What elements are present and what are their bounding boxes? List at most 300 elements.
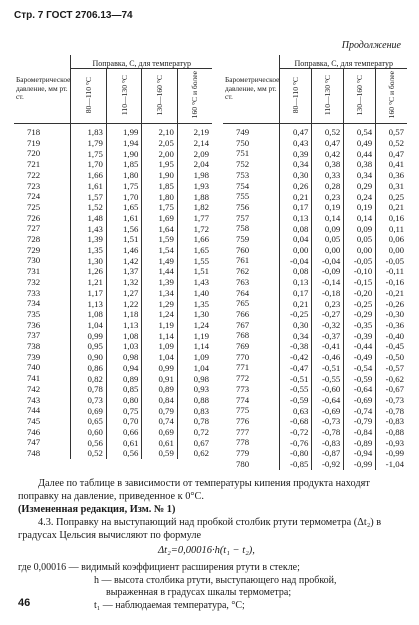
- correction-cell: 1,82: [177, 202, 212, 213]
- correction-cell: 0,21: [280, 298, 312, 309]
- correction-cell: 0,16: [376, 213, 407, 224]
- table-row: [223, 277, 407, 288]
- table-row: [14, 320, 212, 331]
- correction-cell: 1,75: [106, 181, 141, 192]
- table-row: [14, 277, 212, 288]
- table-row: [223, 427, 407, 438]
- table-row: [14, 373, 212, 384]
- pressure-cell: 761: [236, 255, 250, 266]
- table-row: [14, 148, 212, 159]
- correction-cell: -0,59: [280, 395, 312, 406]
- table-row: [14, 362, 212, 373]
- correction-cell: -0,29: [344, 309, 376, 320]
- correction-cell: -0,87: [312, 448, 344, 459]
- correction-cell: 0,89: [106, 373, 141, 384]
- correction-cell: -0,99: [376, 448, 407, 459]
- correction-cell: -0,15: [344, 277, 376, 288]
- correction-cell: 0,41: [376, 159, 407, 170]
- table-row: [223, 124, 407, 138]
- table-row: [223, 395, 407, 406]
- correction-cell: -0,51: [280, 373, 312, 384]
- correction-cell: 1,13: [71, 298, 106, 309]
- correction-cell: -0,93: [376, 437, 407, 448]
- pressure-cell: 737: [27, 330, 41, 341]
- correction-cell: 0,23: [312, 298, 344, 309]
- correction-cell: 0,13: [280, 213, 312, 224]
- correction-cell: -0,94: [344, 448, 376, 459]
- correction-cell: 0,34: [280, 330, 312, 341]
- table-row: [223, 330, 407, 341]
- pressure-cell: 772: [236, 373, 250, 384]
- pressure-cell: 731: [27, 266, 41, 277]
- correction-cell: 1,43: [177, 277, 212, 288]
- pressure-cell: 771: [236, 362, 250, 373]
- pressure-cell: 769: [236, 341, 250, 352]
- correction-cell: -0,76: [280, 437, 312, 448]
- correction-cell: 1,30: [71, 255, 106, 266]
- table-row: [14, 352, 212, 363]
- table-row: [14, 255, 212, 266]
- correction-cell: 1,52: [71, 202, 106, 213]
- pressure-cell: 724: [27, 191, 41, 202]
- table-row: [14, 416, 212, 427]
- correction-cell: 0,99: [71, 330, 106, 341]
- temp-header-130-160: 130—160 °С: [142, 69, 177, 124]
- correction-cell: 2,19: [177, 124, 212, 138]
- correction-cell: 0,14: [344, 213, 376, 224]
- definition-coefficient: где 0,00016 — видимый коэффициент расширения ртути в стекле;: [18, 562, 300, 573]
- correction-cell: -0,78: [376, 405, 407, 416]
- correction-cell: 0,61: [106, 437, 141, 448]
- temp-header-130-160: 130—160 °С: [344, 69, 376, 124]
- correction-cell: 0,54: [344, 124, 376, 138]
- correction-cell: -0,42: [280, 352, 312, 363]
- table-row: [14, 288, 212, 299]
- correction-cell: 0,95: [71, 341, 106, 352]
- correction-cell: 1,24: [177, 320, 212, 331]
- table-row: [14, 437, 212, 448]
- correction-cell: 0,67: [177, 437, 212, 448]
- correction-cell: 0,84: [142, 395, 177, 406]
- correction-cell: 1,57: [71, 191, 106, 202]
- pressure-cell: 740: [27, 362, 41, 373]
- correction-cell: -0,83: [376, 416, 407, 427]
- correction-cell: 1,66: [71, 170, 106, 181]
- correction-cell: 0,88: [177, 395, 212, 406]
- correction-cell: 1,51: [106, 234, 141, 245]
- correction-cell: -0,11: [376, 266, 407, 277]
- correction-cell: 1,34: [142, 288, 177, 299]
- pressure-cell: 746: [27, 426, 41, 437]
- pressure-cell: 756: [236, 201, 250, 212]
- pressure-cell: 727: [27, 223, 41, 234]
- correction-cell: 0,24: [344, 191, 376, 202]
- pressure-cell: 720: [27, 148, 41, 159]
- correction-cell: -0,79: [344, 416, 376, 427]
- correction-cell: 1,18: [106, 309, 141, 320]
- correction-cell: 0,44: [344, 148, 376, 159]
- correction-cell: 0,56: [71, 437, 106, 448]
- correction-cell: 1,30: [177, 309, 212, 320]
- table-row: [14, 245, 212, 256]
- correction-cell: 0,17: [280, 288, 312, 299]
- pressure-cell: 754: [236, 180, 250, 191]
- correction-cell: 1,90: [106, 148, 141, 159]
- temp-header-160-plus: 160 °С и более: [177, 69, 212, 124]
- definition-h: h — высота столбика ртути, выступающего над пробкой,: [94, 574, 337, 586]
- table-row: [14, 266, 212, 277]
- pressure-cell: 768: [236, 330, 250, 341]
- correction-cell: 1,48: [71, 213, 106, 224]
- correction-cell: 2,05: [142, 138, 177, 149]
- correction-cell: 1,14: [177, 341, 212, 352]
- correction-cell: 0,34: [344, 170, 376, 181]
- table-row: [14, 181, 212, 192]
- correction-cell: 0,82: [71, 373, 106, 384]
- correction-cell: 1,32: [106, 277, 141, 288]
- correction-cell: 0,47: [376, 148, 407, 159]
- correction-cell: -0,83: [312, 437, 344, 448]
- pressure-cell: 757: [236, 212, 250, 223]
- correction-cell: -0,78: [312, 427, 344, 438]
- correction-cell: 1,27: [106, 288, 141, 299]
- correction-cell: 0,65: [71, 416, 106, 427]
- correction-cell: 1,39: [71, 234, 106, 245]
- pressure-column-header: Барометрическое давление, мм рт. ст.: [223, 55, 280, 124]
- correction-cell: 1,51: [177, 266, 212, 277]
- table-row: [223, 223, 407, 234]
- correction-cell: 2,04: [177, 159, 212, 170]
- correction-cell: 1,66: [177, 234, 212, 245]
- correction-cell: -0,64: [312, 395, 344, 406]
- correction-cell: 0,33: [312, 170, 344, 181]
- correction-cell: -0,62: [376, 373, 407, 384]
- correction-cell: -0,05: [344, 255, 376, 266]
- correction-cell: -0,73: [312, 416, 344, 427]
- pressure-cell: 758: [236, 223, 250, 234]
- correction-cell: 0,99: [142, 362, 177, 373]
- correction-cell: -0,37: [312, 330, 344, 341]
- correction-cell: 1,94: [106, 138, 141, 149]
- correction-cell: 1,46: [106, 245, 141, 256]
- correction-cell: 1,35: [71, 245, 106, 256]
- correction-cell: 1,69: [142, 213, 177, 224]
- correction-cell: 0,26: [280, 181, 312, 192]
- table-row: [223, 437, 407, 448]
- correction-cell: 0,30: [280, 170, 312, 181]
- table-row: [223, 213, 407, 224]
- pressure-cell: 766: [236, 308, 250, 319]
- temp-header-110-130: 110—130 °С: [312, 69, 344, 124]
- correction-cell: 2,10: [142, 124, 177, 138]
- correction-cell: 1,42: [106, 255, 141, 266]
- temp-header-110-130: 110—130 °С: [106, 69, 141, 124]
- correction-cell: 1,43: [71, 223, 106, 234]
- correction-cell: 1,65: [106, 202, 141, 213]
- correction-cell: 1,09: [142, 341, 177, 352]
- pressure-cell: 779: [236, 448, 250, 459]
- correction-cell: -0,68: [280, 416, 312, 427]
- correction-cell: 0,17: [280, 202, 312, 213]
- correction-cell: 1,21: [71, 277, 106, 288]
- table-row: [223, 373, 407, 384]
- table-row: [14, 170, 212, 181]
- correction-cell: 1,19: [142, 320, 177, 331]
- correction-cell: -0,30: [376, 309, 407, 320]
- correction-cell: 1,39: [142, 277, 177, 288]
- correction-cell: -0,25: [280, 309, 312, 320]
- correction-cell: 0,69: [71, 405, 106, 416]
- table-row: [223, 266, 407, 277]
- correction-cell: -0,80: [280, 448, 312, 459]
- table-row: [223, 288, 407, 299]
- correction-cell: -0,59: [344, 373, 376, 384]
- definition-h-cont: выраженная в градусах шкалы термометра;: [106, 587, 292, 598]
- correction-cell: 0,47: [280, 124, 312, 138]
- correction-cell: 0,11: [376, 223, 407, 234]
- correction-cell: 0,29: [344, 181, 376, 192]
- paragraph-pressure-correction: Далее по таблице в зависимости от температуры кипения продукта находят поправку на давление, приведенное к 0°С.: [18, 478, 370, 502]
- correction-cell: 0,36: [376, 170, 407, 181]
- correction-cell: 0,04: [280, 234, 312, 245]
- table-row: [223, 255, 407, 266]
- correction-cell: 0,00: [376, 245, 407, 256]
- correction-cell: 0,28: [312, 181, 344, 192]
- table-row: [223, 320, 407, 331]
- pressure-cell: 752: [236, 159, 250, 170]
- pressure-cell: 775: [236, 405, 250, 416]
- continuation-label: Продолжение: [341, 40, 401, 51]
- table-row: [14, 405, 212, 416]
- correction-cell: -0,51: [312, 362, 344, 373]
- pressure-cell: 759: [236, 234, 250, 245]
- correction-cell: 0,43: [280, 138, 312, 149]
- correction-cell: -0,41: [312, 341, 344, 352]
- pressure-cell: 721: [27, 159, 41, 170]
- pressure-cell: 723: [27, 180, 41, 191]
- correction-cell: 0,38: [312, 159, 344, 170]
- correction-cell: 1,75: [71, 148, 106, 159]
- correction-cell: 1,03: [106, 341, 141, 352]
- correction-cell: 0,94: [106, 362, 141, 373]
- correction-cell: 2,14: [177, 138, 212, 149]
- correction-cell: -0,84: [344, 427, 376, 438]
- correction-cell: 0,57: [376, 124, 407, 138]
- correction-cell: 0,86: [71, 362, 106, 373]
- correction-cell: -0,46: [312, 352, 344, 363]
- correction-cell: 0,69: [142, 427, 177, 438]
- correction-cell: -0,89: [344, 437, 376, 448]
- correction-cell: 0,00: [344, 245, 376, 256]
- pressure-cell: 765: [236, 298, 250, 309]
- correction-cell: 1,88: [177, 191, 212, 202]
- correction-cell: -0,47: [280, 362, 312, 373]
- page-header: Стр. 7 ГОСТ 2706.13—74: [14, 10, 133, 21]
- table-row: [223, 138, 407, 149]
- pressure-column-header: Барометрическое давление, мм рт. ст.: [14, 55, 71, 124]
- correction-cell: -0,27: [312, 309, 344, 320]
- correction-cell: -0,38: [280, 341, 312, 352]
- table-row: [14, 309, 212, 320]
- correction-cell: 1,17: [71, 288, 106, 299]
- correction-cell: 1,35: [177, 298, 212, 309]
- correction-cell: 0,52: [376, 138, 407, 149]
- correction-cell: 0,85: [106, 384, 141, 395]
- correction-cell: -0,60: [312, 384, 344, 395]
- definition-t1: t₁ — наблюдаемая температура, °С;: [94, 599, 245, 611]
- correction-cell: -0,05: [376, 255, 407, 266]
- correction-cell: -0,25: [344, 298, 376, 309]
- correction-cell: 0,78: [71, 384, 106, 395]
- correction-cell: 1,98: [177, 170, 212, 181]
- pressure-cell: 776: [236, 415, 250, 426]
- correction-cell: -0,36: [376, 320, 407, 331]
- correction-cell: 1,61: [71, 181, 106, 192]
- correction-cell: 0,73: [71, 395, 106, 406]
- correction-cell: 0,90: [71, 352, 106, 363]
- correction-cell: 0,61: [142, 437, 177, 448]
- correction-cell: 1,56: [106, 223, 141, 234]
- correction-cell: 0,09: [312, 223, 344, 234]
- correction-cell: -0,32: [312, 320, 344, 331]
- table-row: [14, 384, 212, 395]
- table-row: [223, 362, 407, 373]
- table-row: [14, 427, 212, 438]
- correction-cell: 0,89: [142, 384, 177, 395]
- correction-cell: 0,13: [280, 277, 312, 288]
- correction-cell: 0,38: [344, 159, 376, 170]
- pressure-cell: 764: [236, 287, 250, 298]
- correction-cell: 0,75: [106, 405, 141, 416]
- correction-cell: 0,66: [106, 427, 141, 438]
- pressure-cell: 738: [27, 341, 41, 352]
- table-row: [223, 352, 407, 363]
- pressure-cell: 729: [27, 244, 41, 255]
- table-row: [223, 405, 407, 416]
- pressure-cell: 778: [236, 437, 250, 448]
- correction-cell: -0,72: [280, 427, 312, 438]
- correction-cell: 0,72: [177, 427, 212, 438]
- pressure-cell: 725: [27, 201, 41, 212]
- correction-cell: -0,21: [376, 288, 407, 299]
- table-row: [14, 213, 212, 224]
- correction-cell: -0,26: [376, 298, 407, 309]
- table-row: [223, 159, 407, 170]
- pressure-cell: 736: [27, 319, 41, 330]
- pressure-cell: 750: [236, 137, 250, 148]
- pressure-cell: 730: [27, 255, 41, 266]
- correction-cell: -0,44: [344, 341, 376, 352]
- correction-cell: 0,31: [376, 181, 407, 192]
- pressure-cell: 773: [236, 383, 250, 394]
- correction-cell: 0,23: [312, 191, 344, 202]
- correction-cell: 1,77: [177, 213, 212, 224]
- correction-cell: -0,20: [344, 288, 376, 299]
- table-row: [223, 309, 407, 320]
- paragraph-4-3: 4.3. Поправку на выступающий над пробкой столбик ртути термометра (Δt₂) в градусах Цельсия вычисляют по формуле: [18, 517, 382, 541]
- correction-cell: 0,25: [376, 191, 407, 202]
- correction-table-right: [223, 55, 407, 470]
- correction-cell: 0,00: [312, 245, 344, 256]
- temp-header-80-110: 80—110 °С: [71, 69, 106, 124]
- correction-cell: -0,04: [312, 255, 344, 266]
- pressure-cell: 774: [236, 394, 250, 405]
- pressure-cell: 744: [27, 405, 41, 416]
- correction-cell: 1,64: [142, 223, 177, 234]
- table-row: [14, 341, 212, 352]
- correction-cell: -0,55: [312, 373, 344, 384]
- correction-cell: -0,39: [344, 330, 376, 341]
- correction-cell: 1,70: [71, 159, 106, 170]
- correction-cell: 1,04: [177, 362, 212, 373]
- correction-cell: 0,47: [312, 138, 344, 149]
- correction-cell: 0,21: [280, 191, 312, 202]
- correction-cell: 0,05: [344, 234, 376, 245]
- correction-cell: 0,52: [71, 448, 106, 459]
- correction-cell: 2,00: [142, 148, 177, 159]
- table-row: [223, 298, 407, 309]
- correction-cell: 0,52: [312, 124, 344, 138]
- correction-cell: 1,83: [71, 124, 106, 138]
- pressure-cell: 742: [27, 383, 41, 394]
- table-row: [223, 384, 407, 395]
- table-row: [14, 223, 212, 234]
- formula-definitions: [18, 562, 337, 612]
- pressure-cell: 745: [27, 415, 41, 426]
- correction-cell: -0,73: [376, 395, 407, 406]
- pressure-cell: 767: [236, 319, 250, 330]
- correction-cell: 0,91: [142, 373, 177, 384]
- page-number: 46: [18, 597, 31, 609]
- correction-cell: -0,67: [376, 384, 407, 395]
- correction-cell: -0,69: [312, 405, 344, 416]
- pressure-cell: 755: [236, 191, 250, 202]
- correction-cell: 1,44: [142, 266, 177, 277]
- pressure-cell: 719: [27, 137, 41, 148]
- table-row: [14, 395, 212, 406]
- pressure-cell: 753: [236, 169, 250, 180]
- table-row: [14, 448, 212, 459]
- table-row: [14, 234, 212, 245]
- correction-cell: 1,26: [71, 266, 106, 277]
- pressure-cell: 726: [27, 212, 41, 223]
- temp-header-80-110: 80—110 °С: [280, 69, 312, 124]
- correction-cell: 0,08: [280, 266, 312, 277]
- pressure-cell: 763: [236, 276, 250, 287]
- pressure-cell: 735: [27, 308, 41, 319]
- correction-cell: -0,49: [344, 352, 376, 363]
- table-row: [223, 245, 407, 256]
- correction-cell: 0,05: [312, 234, 344, 245]
- table-row: [223, 341, 407, 352]
- correction-cell: -0,69: [344, 395, 376, 406]
- correction-cell: 1,79: [71, 138, 106, 149]
- table-row: [223, 416, 407, 427]
- correction-cell: 1,14: [142, 330, 177, 341]
- correction-cell: 1,04: [71, 320, 106, 331]
- correction-cell: 0,49: [344, 138, 376, 149]
- correction-cell: 0,56: [106, 448, 141, 459]
- correction-cell: 0,19: [312, 202, 344, 213]
- pressure-cell: 748: [27, 448, 41, 459]
- correction-cell: -0,10: [344, 266, 376, 277]
- correction-cell: 1,08: [71, 309, 106, 320]
- correction-cell: 0,08: [280, 223, 312, 234]
- pressure-cell: 739: [27, 351, 41, 362]
- correction-cell: -0,88: [376, 427, 407, 438]
- pressure-cell: 747: [27, 437, 41, 448]
- correction-cell: 0,30: [280, 320, 312, 331]
